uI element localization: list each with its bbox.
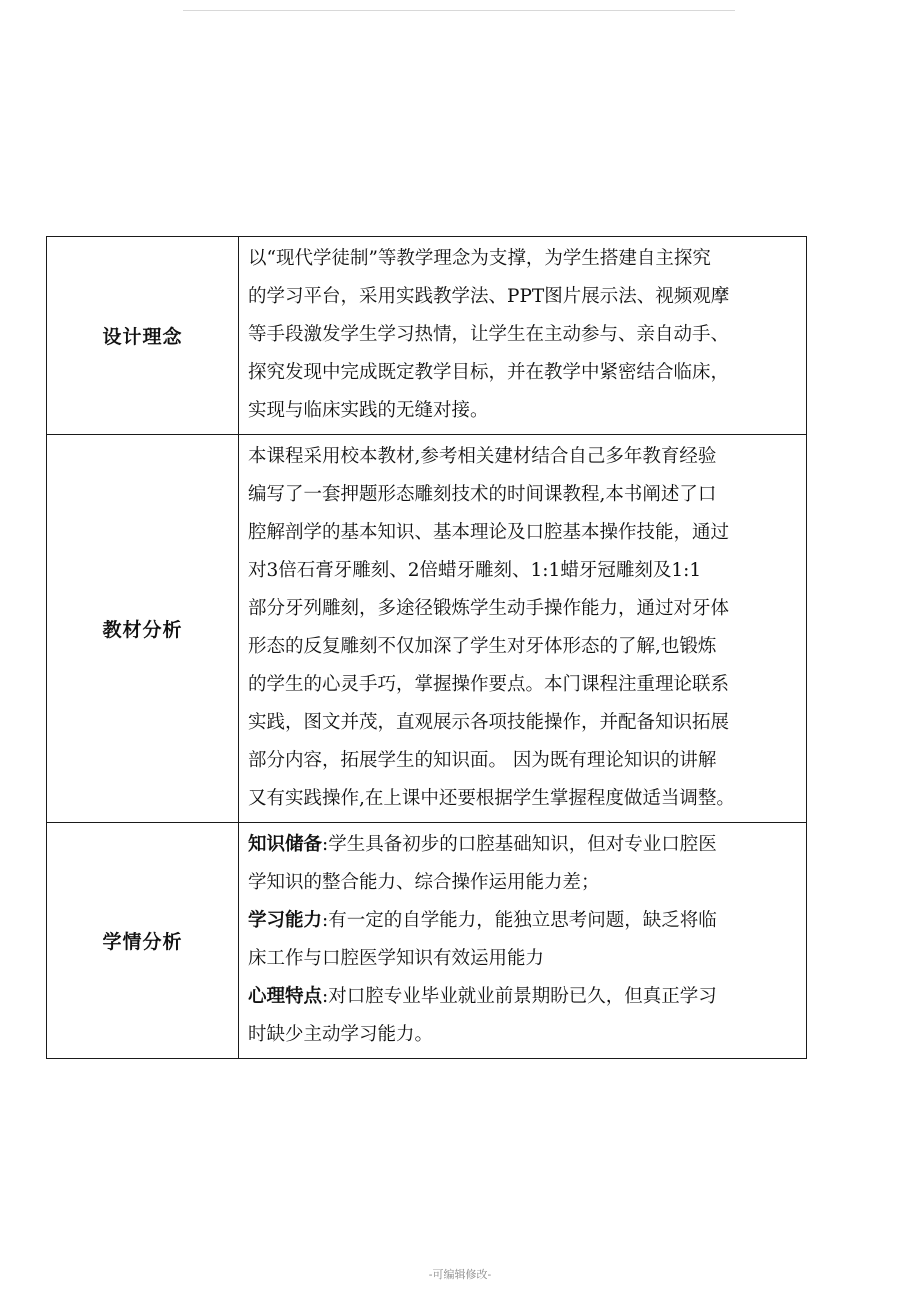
table-row — [47, 237, 807, 435]
knowledge-reserve-line — [248, 826, 806, 864]
row-content-learner-analysis — [239, 823, 807, 1059]
text-line: 形态的反复雕刻不仅加深了学生对牙体形态的了解,也锻炼 — [248, 636, 717, 657]
text-segment: 有一定的自学能力，能独立思考问题，缺乏将临 — [328, 910, 717, 931]
psychological-traits-line — [248, 978, 806, 1016]
learning-ability-line — [248, 902, 806, 940]
text-line: 部分牙列雕刻，多途径锻炼学生动手操作能力，通过对牙体 — [248, 598, 730, 619]
separator: : — [322, 910, 329, 931]
row-label-learner-analysis: 学情分析 — [47, 823, 239, 1059]
table-row — [47, 823, 807, 1059]
term-knowledge-reserve: 知识储备 — [248, 834, 323, 855]
separator: : — [322, 986, 329, 1007]
text-line: 探究发现中完成既定教学目标，并在教学中紧密结合临床， — [248, 362, 730, 383]
term-psychological-traits: 心理特点 — [248, 986, 323, 1007]
row-content-textbook-analysis — [239, 435, 807, 823]
text-line: 的学习平台，采用实践教学法、PPT图片展示法、视频观摩 — [248, 286, 730, 307]
row-label-textbook-analysis: 教材分析 — [47, 435, 239, 823]
text-line: 时缺少主动学习能力。 — [248, 1024, 434, 1045]
text-line: 的学生的心灵手巧，掌握操作要点。本门课程注重理论联系 — [248, 674, 730, 695]
text-line: 学知识的整合能力、综合操作运用能力差； — [248, 872, 600, 893]
text-line: 部分内容，拓展学生的知识面。 因为既有理论知识的讲解 — [248, 750, 717, 771]
term-learning-ability: 学习能力 — [248, 910, 323, 931]
footer-note: -可编辑修改- — [428, 1268, 492, 1281]
text-line: 实现与临床实践的无缝对接。 — [248, 400, 489, 421]
text-line: 本课程采用校本教材,参考相关建材结合自己多年教育经验 — [248, 446, 717, 467]
row-label-design-concept: 设计理念 — [47, 237, 239, 435]
text-segment: 对口腔专业毕业就业前景期盼已久，但真正学习 — [328, 986, 717, 1007]
text-line: 实践，图文并茂，直观展示各项技能操作，并配备知识拓展 — [248, 712, 730, 733]
table-row — [47, 435, 807, 823]
separator: : — [322, 834, 329, 855]
text-line: 编写了一套押题形态雕刻技术的时间课教程,本书阐述了口 — [248, 484, 717, 505]
lesson-plan-table — [46, 236, 807, 1059]
header-rule — [183, 10, 735, 11]
text-segment: 学生具备初步的口腔基础知识，但对专业口腔医 — [328, 834, 717, 855]
text-line: 床工作与口腔医学知识有效运用能力 — [248, 948, 545, 969]
text-line: 等手段激发学生学习热情，让学生在主动参与、亲自动手、 — [248, 324, 730, 345]
text-line: 腔解剖学的基本知识、基本理论及口腔基本操作技能，通过 — [248, 522, 730, 543]
text-line: 对3倍石膏牙雕刻、2倍蜡牙雕刻、1:1蜡牙冠雕刻及1:1 — [248, 560, 702, 581]
text-line: 以“现代学徒制”等教学理念为支撑，为学生搭建自主探究 — [248, 248, 711, 269]
text-line: 又有实践操作,在上课中还要根据学生掌握程度做适当调整。 — [248, 788, 735, 809]
row-content-design-concept — [239, 237, 807, 435]
